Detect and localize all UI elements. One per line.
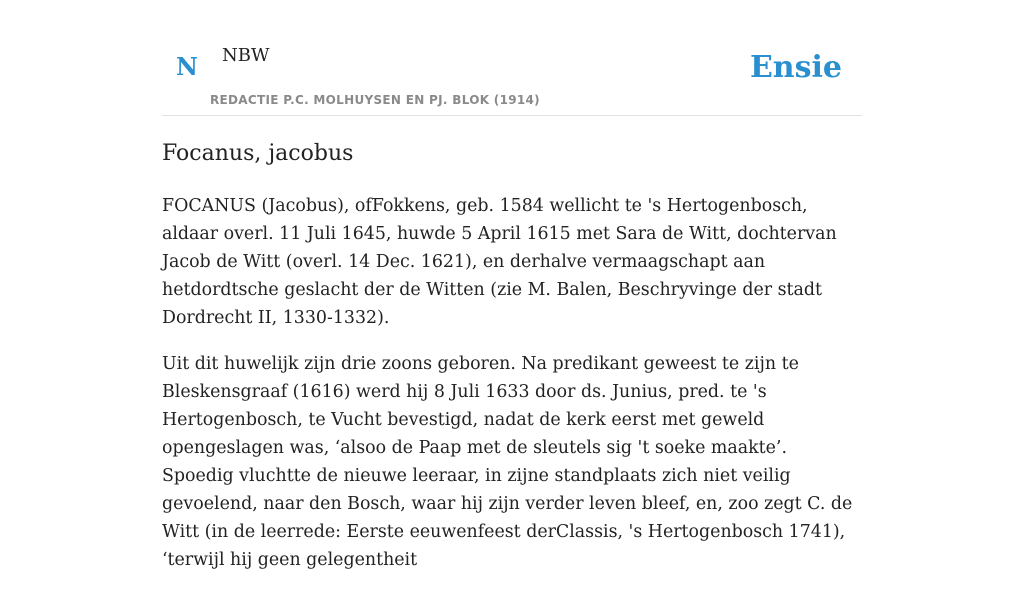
- source-subtitle: REDACTIE P.C. MOLHUYSEN EN PJ. BLOK (1914): [210, 93, 540, 107]
- entry-content: [162, 192, 862, 592]
- entry-paragraph: Uit dit huwelijk zijn drie zoons geboren. Na predikant geweest te zijn te Bleskensgraaf (1616) werd hij 8 Juli 1633 door ds. Junius, pred. te 's Hertogenbosch, te Vucht bevestigd, nadat de kerk eerst met geweld opengeslagen was, ‘alsoo de Paap met de sleutels sig 't soeke maakte’. Spoedig vluchtte de nieuwe leeraar, in zijne standplaats zich niet veilig gevoelend, naar den Bosch, waar hij zijn verder leven bleef, en, zoo zegt C. de Witt (in de leerrede: Eerste eeuwenfeest derClassis, 's Hertogenbosch 1741), ‘terwijl hij geen gelegentheit: [162, 354, 853, 570]
- entry-paragraph: FOCANUS (Jacobus), ofFokkens, geb. 1584 wellicht te 's Hertogenbosch, aldaar overl. 11 Juli 1645, huwde 5 April 1615 met Sara de Witt, dochtervan Jacob de Witt (overl. 14 Dec. 1621), en derhalve vermaagschapt aan hetdordtsche geslacht der de Witten (zie M. Balen, Beschryvinge der stadt Dordrecht II, 1330-1332).: [162, 196, 837, 328]
- page: [162, 0, 862, 570]
- source-title[interactable]: NBW: [222, 45, 270, 66]
- brand-logo[interactable]: Ensie: [749, 50, 842, 85]
- source-header: [162, 0, 862, 116]
- entry-title: Focanus, jacobus: [162, 141, 354, 166]
- source-logo[interactable]: N: [176, 52, 198, 81]
